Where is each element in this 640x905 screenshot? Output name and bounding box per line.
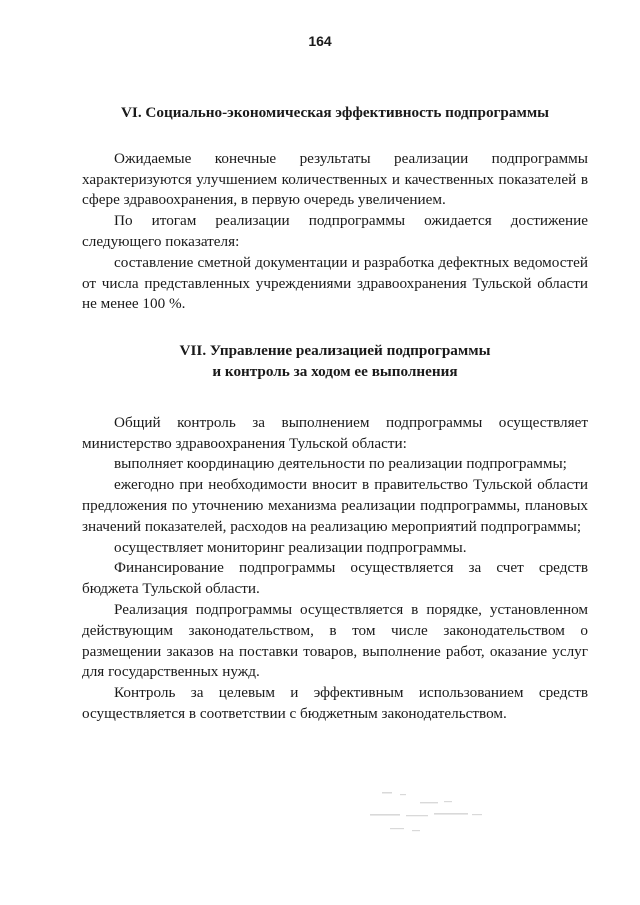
paragraph: Контроль за целевым и эффективным использованием средств осуществляется в соответствии с бюджетным законодательством. — [82, 684, 588, 722]
section-vi — [82, 103, 588, 315]
paragraph: осуществляет мониторинг реализации подпрограммы. — [114, 538, 467, 556]
paragraph: выполняет координацию деятельности по реализации подпрограммы; — [114, 455, 567, 473]
paragraph: Реализация подпрограммы осуществляется в порядке, установленном действующим законодательством, в том числе законодательством о размещении заказов на поставки товаров, выполнение работ, оказание услуг для государственных нужд. — [82, 600, 588, 681]
paragraph: Ожидаемые конечные результаты реализации подпрограммы характеризуются улучшением количественных и качественных показателей в сфере здравоохранения, в первую очередь увеличением. — [82, 149, 588, 209]
section-heading-line: и контроль за ходом ее выполнения — [212, 362, 458, 380]
section-heading-vi — [82, 103, 588, 124]
document-body — [82, 103, 588, 725]
paragraph: Общий контроль за выполнением подпрограммы осуществляет министерство здравоохранения Тульской области: — [82, 413, 588, 452]
section-vii — [82, 341, 588, 725]
paragraph: составление сметной документации и разработка дефектных ведомостей от числа представленных учреждениями здравоохранения Тульской области не менее 100 %. — [82, 253, 588, 313]
section-heading-vii — [82, 341, 588, 383]
section-heading-line: VII. Управление реализацией подпрограммы — [179, 342, 491, 360]
page-number: 164 — [308, 33, 332, 49]
section-heading-line: VI. Социально-экономическая эффективность подпрограммы — [120, 104, 550, 121]
paragraph: Финансирование подпрограммы осуществляется за счет средств бюджета Тульской области. — [82, 559, 588, 598]
scan-artifact — [360, 788, 490, 848]
paragraph: По итогам реализации подпрограммы ожидается достижение следующего показателя: — [82, 212, 588, 250]
paragraph: ежегодно при необходимости вносит в правительство Тульской области предложения по уточнению механизма реализации подпрограммы, плановых значений показателей, расходов на реализацию мероприятий подпрограммы; — [82, 476, 588, 535]
